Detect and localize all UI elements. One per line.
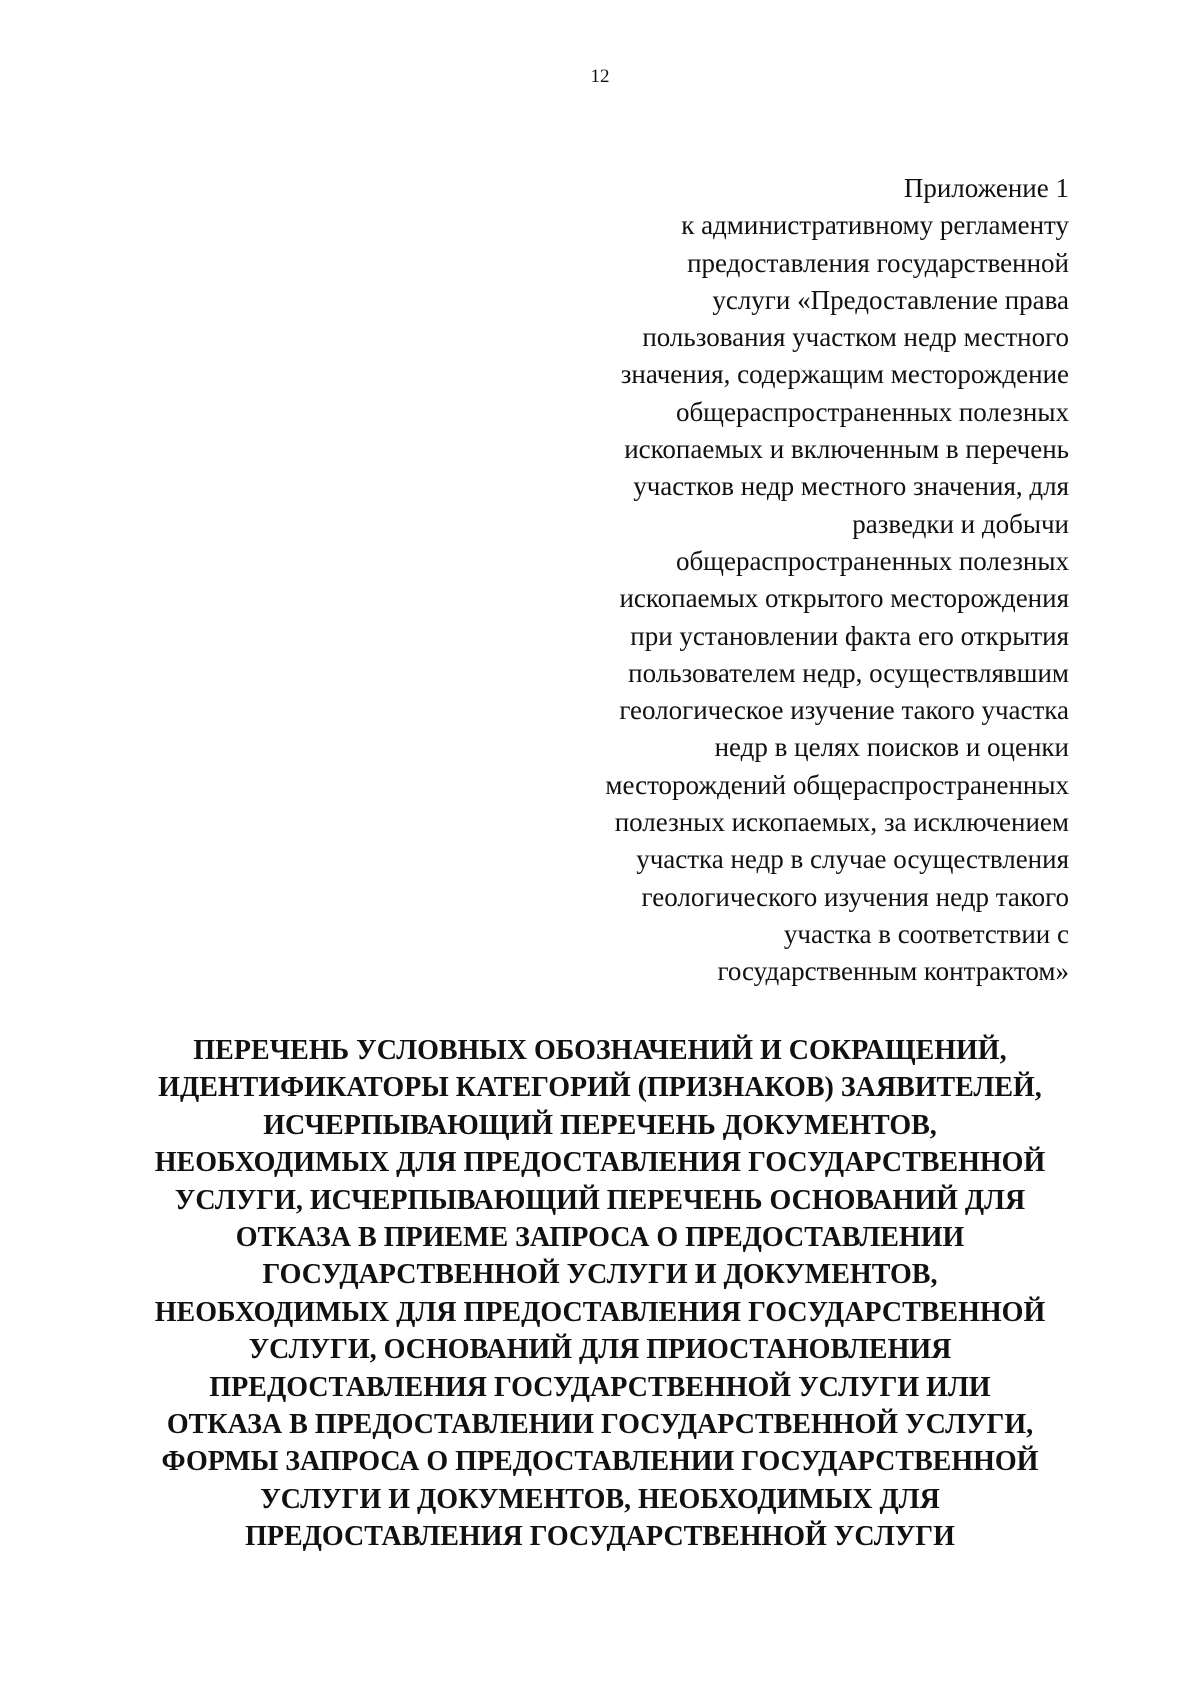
heading-line: УСЛУГИ, ОСНОВАНИЙ ДЛЯ ПРИОСТАНОВЛЕНИЯ	[248, 1334, 952, 1366]
heading-line: ОТКАЗА В ПРИЕМЕ ЗАПРОСА О ПРЕДОСТАВЛЕНИИ	[235, 1222, 965, 1254]
heading-line: ФОРМЫ ЗАПРОСА О ПРЕДОСТАВЛЕНИИ ГОСУДАРСТВЕННОЙ	[161, 1446, 1039, 1478]
appendix-line: Приложение 1	[903, 173, 1069, 203]
appendix-line: участка недр в случае осуществления	[636, 844, 1069, 875]
heading-line: УСЛУГИ, ИСЧЕРПЫВАЮЩИЙ ПЕРЕЧЕНЬ ОСНОВАНИЙ ДЛЯ	[174, 1184, 1026, 1216]
appendix-line: значения, содержащим месторождение	[620, 359, 1069, 390]
appendix-line: пользователем недр, осуществлявшим	[628, 657, 1069, 688]
appendix-line: геологическое изучение такого участка	[619, 695, 1069, 726]
heading-line: ПРЕДОСТАВЛЕНИЯ ГОСУДАРСТВЕННОЙ УСЛУГИ	[245, 1521, 955, 1553]
appendix-line: общераспространенных полезных	[675, 545, 1069, 576]
appendix-line: разведки и добычи	[852, 508, 1069, 539]
appendix-line: государственным контрактом»	[717, 956, 1069, 987]
heading-line: НЕОБХОДИМЫХ ДЛЯ ПРЕДОСТАВЛЕНИЯ ГОСУДАРСТВЕННОЙ	[154, 1147, 1046, 1179]
appendix-line: ископаемых и включенным в перечень	[624, 434, 1069, 465]
appendix-line: пользования участком недр местного	[642, 322, 1069, 353]
appendix-line: предоставления государственной	[687, 247, 1069, 278]
document-heading	[0, 1032, 1200, 1556]
appendix-line: общераспространенных полезных	[675, 396, 1069, 427]
appendix-line: недр в целях поисков и оценки	[714, 732, 1069, 763]
appendix-line: участка в соответствии с	[783, 918, 1069, 949]
heading-line: УСЛУГИ И ДОКУМЕНТОВ, НЕОБХОДИМЫХ ДЛЯ	[260, 1483, 940, 1515]
heading-line: ИСЧЕРПЫВАЮЩИЙ ПЕРЕЧЕНЬ ДОКУМЕНТОВ,	[263, 1109, 937, 1141]
appendix-line: к административному регламенту	[681, 210, 1069, 241]
appendix-line: услуги «Предоставление права	[712, 284, 1069, 315]
heading-line: ОТКАЗА В ПРЕДОСТАВЛЕНИИ ГОСУДАРСТВЕННОЙ УСЛУГИ,	[166, 1409, 1034, 1441]
heading-line: НЕОБХОДИМЫХ ДЛЯ ПРЕДОСТАВЛЕНИЯ ГОСУДАРСТВЕННОЙ	[154, 1296, 1046, 1328]
heading-line: ПРЕДОСТАВЛЕНИЯ ГОСУДАРСТВЕННОЙ УСЛУГИ ИЛИ	[209, 1371, 991, 1403]
appendix-line: геологического изучения недр такого	[641, 881, 1069, 912]
appendix-line: при установлении факта его открытия	[630, 620, 1069, 651]
page-number: 12	[590, 66, 610, 87]
heading-line: ИДЕНТИФИКАТОРЫ КАТЕГОРИЙ (ПРИЗНАКОВ) ЗАЯВИТЕЛЕЙ,	[158, 1072, 1042, 1104]
heading-line: ГОСУДАРСТВЕННОЙ УСЛУГИ И ДОКУМЕНТОВ,	[262, 1259, 938, 1291]
heading-line: ПЕРЕЧЕНЬ УСЛОВНЫХ ОБОЗНАЧЕНИЙ И СОКРАЩЕНИЙ,	[193, 1035, 1007, 1066]
appendix-reference	[509, 170, 1069, 991]
appendix-line: ископаемых открытого месторождения	[619, 583, 1069, 614]
appendix-line: полезных ископаемых, за исключением	[614, 807, 1069, 838]
appendix-line: участков недр местного значения, для	[633, 471, 1069, 502]
appendix-line: месторождений общераспространенных	[605, 769, 1069, 800]
